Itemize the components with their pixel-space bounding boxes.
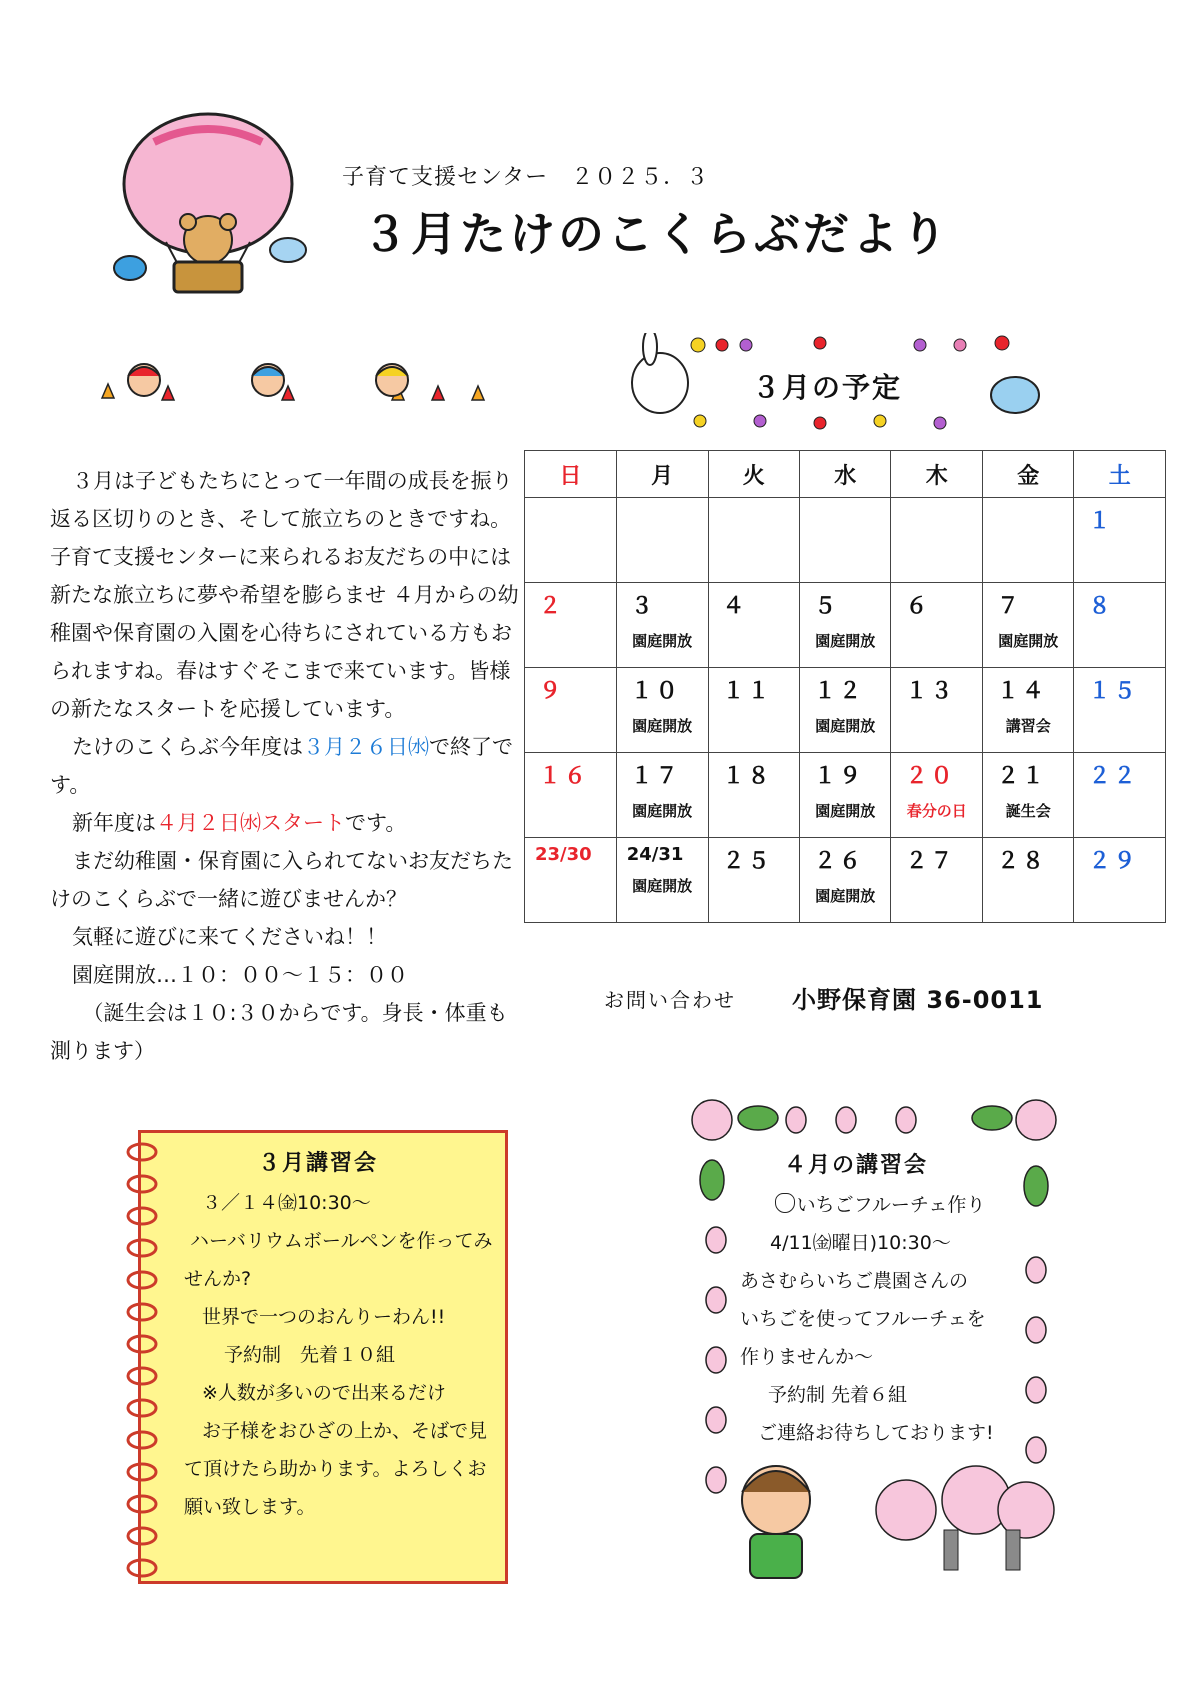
march-workshop-date: ３／１４㈮10:30～ xyxy=(202,1192,371,1214)
day-number: ９ xyxy=(539,679,565,704)
march-workshop-activity: ハーバリウムボールペンを作ってみせんか? xyxy=(184,1230,493,1290)
weekday-header: 火 xyxy=(708,451,799,498)
intro-birthday-note: （誕生会は１０:３０からです。身長・体重も測ります） xyxy=(50,1001,508,1063)
day-number xyxy=(800,498,890,504)
calendar-day-cell xyxy=(708,753,799,838)
day-event: 誕生会 xyxy=(1005,802,1051,820)
day-event: 園庭開放 xyxy=(815,717,876,735)
calendar-week-row xyxy=(525,498,1166,583)
calendar-day-cell xyxy=(891,498,982,583)
march-workshop-note: ※人数が多いので出来るだけ xyxy=(202,1382,446,1404)
calendar-day-cell xyxy=(982,753,1073,838)
calendar-day-cell xyxy=(982,838,1073,923)
calendar-day-cell xyxy=(799,838,890,923)
day-number: ３ xyxy=(630,594,656,619)
calendar-body xyxy=(525,498,1166,923)
day-number: 24/31 xyxy=(626,844,684,865)
day-event: 園庭開放 xyxy=(632,632,693,650)
day-number: ２ xyxy=(539,594,565,619)
hot-air-balloon-bear-illustration xyxy=(108,112,308,302)
day-number xyxy=(617,498,708,504)
march-calendar xyxy=(524,450,1166,923)
day-event: 園庭開放 xyxy=(632,877,693,895)
strawberry-icon xyxy=(775,1193,795,1213)
intro-start-date-line: 新年度は４月２日㈬スタートです。 xyxy=(72,811,407,835)
day-number xyxy=(983,498,1073,504)
calendar-day-cell xyxy=(616,838,708,923)
day-number: ２０ xyxy=(905,764,956,789)
day-event: 園庭開放 xyxy=(815,887,876,905)
day-number: ７ xyxy=(996,594,1022,619)
calendar-day-cell xyxy=(616,753,708,838)
day-number: １４ xyxy=(996,679,1047,704)
day-event: 講習会 xyxy=(1005,717,1051,735)
calendar-day-cell xyxy=(1074,498,1166,583)
day-event: 春分の日 xyxy=(906,802,967,820)
day-number: １ xyxy=(1088,509,1114,534)
newsletter-title: ３月たけのこくらぶだより xyxy=(362,207,950,261)
weekday-header: 木 xyxy=(891,451,982,498)
day-number: ５ xyxy=(813,594,839,619)
weekday-header: 土 xyxy=(1074,451,1166,498)
april-workshop-body xyxy=(740,1186,1060,1452)
intro-invite: まだ幼稚園・保育園に入られてないお友だちたけのこくらぶで一緒に遊びませんか？ xyxy=(50,849,513,911)
calendar-day-cell xyxy=(891,583,982,668)
intro-garden-hours: 園庭開放…１０：００～１５：００ xyxy=(72,963,408,987)
day-number: ４ xyxy=(722,594,748,619)
calendar-day-cell xyxy=(799,753,890,838)
day-number xyxy=(891,498,981,504)
day-event: 園庭開放 xyxy=(998,632,1059,650)
schedule-title: ３月の予定 xyxy=(752,371,903,404)
april-workshop-contact: ご連絡お待ちしております! xyxy=(758,1422,994,1444)
calendar-day-cell xyxy=(616,668,708,753)
contact-label: お問い合わせ xyxy=(604,988,736,1012)
newsletter-subtitle: 子育て支援センター ２０２５．３ xyxy=(342,165,710,190)
intro-end-date-line: たけのこくらぶ今年度は３月２６日㈬で終了です。 xyxy=(50,735,513,797)
intro-text xyxy=(50,462,520,1070)
day-event: 園庭開放 xyxy=(632,717,693,735)
calendar-day-cell xyxy=(982,668,1073,753)
notepad-spiral-rings xyxy=(118,1140,178,1580)
day-number: ２１ xyxy=(996,764,1047,789)
calendar-day-cell xyxy=(982,498,1073,583)
day-number: ２８ xyxy=(996,849,1047,874)
calendar-day-cell xyxy=(1074,583,1166,668)
start-date-highlight: ４月２日㈬スタート xyxy=(156,811,345,835)
calendar-day-cell xyxy=(616,583,708,668)
intro-paragraph: ３月は子どもたちにとって一年間の成長を振り返る区切りのとき、そして旅立ちのときですね。子育て支援センターに来られるお友だちの中には新たな旅立ちに夢や希望を膨らませ ４月からの幼稚園や保育園の入園を心待ちにされている方もおられますね。春はすぐそこまで来ています。皆様の新たなスタートを応援しています。 xyxy=(50,469,519,721)
calendar-week-row xyxy=(525,753,1166,838)
day-number: ２５ xyxy=(722,849,773,874)
march-workshop-request: お子様をおひざの上か、そばで見て頂けたら助かります。よろしくお願い致します。 xyxy=(184,1420,488,1518)
march-workshop-reservation: 予約制 先着１０組 xyxy=(224,1344,396,1366)
day-number: １８ xyxy=(722,764,773,789)
calendar-day-cell xyxy=(708,498,799,583)
day-number: １９ xyxy=(813,764,864,789)
calendar-weekday-row xyxy=(525,451,1166,498)
day-number: １１ xyxy=(722,679,773,704)
calendar-day-cell xyxy=(708,838,799,923)
calendar-week-row xyxy=(525,583,1166,668)
calendar-week-row xyxy=(525,838,1166,923)
calendar-day-cell xyxy=(891,753,982,838)
weekday-header: 月 xyxy=(616,451,708,498)
day-number xyxy=(709,498,799,504)
calendar-day-cell xyxy=(616,498,708,583)
march-workshop-body xyxy=(184,1184,504,1526)
calendar-day-cell xyxy=(891,838,982,923)
day-number: １０ xyxy=(630,679,681,704)
calendar-day-cell xyxy=(982,583,1073,668)
day-number xyxy=(525,498,616,504)
kids-and-tulips-illustration xyxy=(92,358,492,436)
calendar-day-cell xyxy=(708,583,799,668)
calendar-day-cell xyxy=(525,583,617,668)
calendar-day-cell xyxy=(525,753,617,838)
day-number: 23/30 xyxy=(535,844,592,865)
march-workshop-title: ３月講習会 xyxy=(258,1151,379,1176)
end-date-highlight: ３月２６日㈬ xyxy=(303,735,429,759)
april-workshop-farm: あさむらいちご農園さんの xyxy=(740,1270,969,1292)
calendar-day-cell xyxy=(1074,668,1166,753)
weekday-header: 水 xyxy=(799,451,890,498)
april-workshop-date: 4/11㈮曜日)10:30～ xyxy=(770,1232,951,1254)
april-workshop-activity: いちごフルーチェ作り xyxy=(740,1186,1060,1224)
day-event: 園庭開放 xyxy=(815,632,876,650)
weekday-header: 日 xyxy=(525,451,617,498)
contact-phone: 小野保育園 36-0011 xyxy=(792,986,1044,1014)
calendar-day-cell xyxy=(799,498,890,583)
april-workshop-desc: いちごを使ってフルーチェを xyxy=(740,1308,986,1330)
april-workshop-title: ４月の講習会 xyxy=(784,1153,929,1178)
weekday-header: 金 xyxy=(982,451,1073,498)
day-number: ２２ xyxy=(1088,764,1139,789)
calendar-day-cell xyxy=(799,583,890,668)
calendar-day-cell xyxy=(891,668,982,753)
day-number: ８ xyxy=(1088,594,1114,619)
calendar-day-cell xyxy=(1074,838,1166,923)
calendar-day-cell xyxy=(525,498,617,583)
calendar-day-cell xyxy=(708,668,799,753)
day-number: １２ xyxy=(813,679,864,704)
day-number: ２９ xyxy=(1088,849,1139,874)
day-number: １３ xyxy=(905,679,956,704)
day-number: １７ xyxy=(630,764,681,789)
day-event: 園庭開放 xyxy=(815,802,876,820)
april-workshop-reservation: 予約制 先着６組 xyxy=(768,1384,908,1406)
march-workshop-tagline: 世界で一つのおんりーわん!! xyxy=(202,1306,446,1328)
calendar-day-cell xyxy=(525,838,617,923)
calendar-day-cell xyxy=(1074,753,1166,838)
day-number: １５ xyxy=(1088,679,1139,704)
calendar-week-row xyxy=(525,668,1166,753)
day-event: 園庭開放 xyxy=(632,802,693,820)
intro-welcome: 気軽に遊びに来てくださいね！！ xyxy=(72,925,387,949)
day-number: ２７ xyxy=(905,849,956,874)
day-number: ６ xyxy=(905,594,931,619)
day-number: ２６ xyxy=(813,849,864,874)
calendar-day-cell xyxy=(525,668,617,753)
day-number: １６ xyxy=(539,764,590,789)
april-workshop-invite: 作りませんか～ xyxy=(740,1346,874,1368)
calendar-day-cell xyxy=(799,668,890,753)
